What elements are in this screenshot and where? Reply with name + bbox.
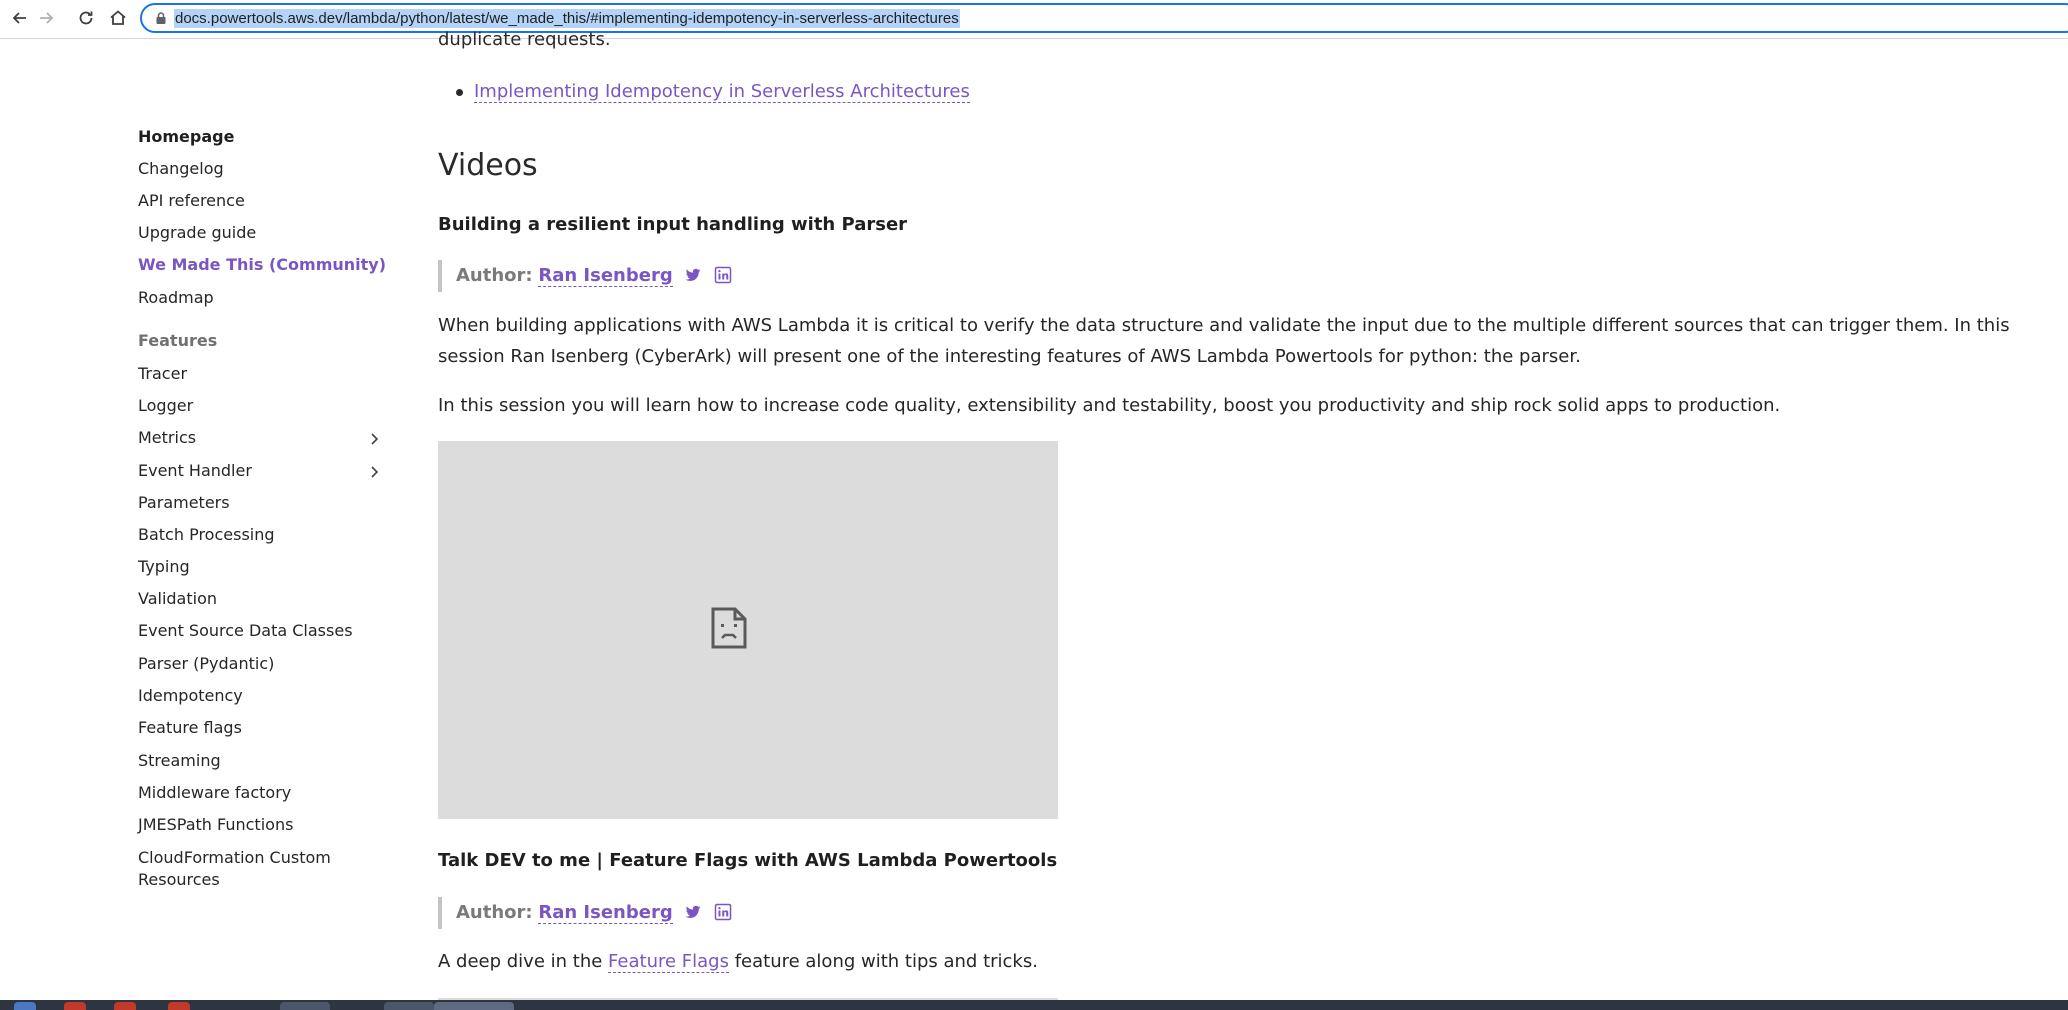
sidebar-item-batch-processing[interactable]: Batch Processing (138, 525, 275, 544)
list-item (474, 80, 970, 104)
taskbar-window[interactable] (280, 1002, 330, 1010)
sidebar-item-feature-flags[interactable]: Feature flags (138, 718, 242, 737)
os-taskbar (0, 1000, 2068, 1010)
arrow-right-icon (36, 8, 56, 28)
sidebar-item-api-reference[interactable]: API reference (138, 191, 245, 210)
author-link[interactable]: Ran Isenberg (538, 902, 673, 923)
feature-flags-link[interactable]: Feature Flags (608, 951, 729, 972)
taskbar-app-icon[interactable] (64, 1002, 86, 1010)
sidebar-item-streaming[interactable]: Streaming (138, 751, 221, 770)
sidebar-item-cloudformation-custom[interactable]: CloudFormation Custom (138, 848, 331, 867)
video2-desc-prefix: A deep dive in the (438, 951, 609, 972)
sidebar-item-typing[interactable]: Typing (138, 557, 190, 576)
videos-heading: Videos (438, 148, 538, 183)
video1-description: When building applications with AWS Lambda it is critical to verify the data structure and validate the input due to the multiple different sources that can trigger them. In this session Ran Isenberg (CyberArk) will present one of the interesting features of AWS Lambda Powertools for python: the parser. (438, 315, 2010, 367)
author-link[interactable]: Ran Isenberg (538, 265, 673, 286)
sidebar-item-metrics[interactable]: Metrics (138, 428, 197, 447)
taskbar-app-icon[interactable] (114, 1002, 136, 1010)
linkedin-icon[interactable] (714, 903, 732, 921)
sidebar-item-homepage[interactable]: Homepage (138, 127, 235, 146)
taskbar-app-icon[interactable] (168, 1002, 190, 1010)
home-button[interactable] (104, 4, 132, 32)
video-embed-placeholder[interactable] (438, 441, 1058, 819)
video1-session-text: In this session you will learn how to increase code quality, extensibility and testability, boost you productivity and ship rock solid apps to production. (438, 395, 1781, 416)
sidebar-item-upgrade-guide[interactable]: Upgrade guide (138, 223, 257, 242)
sidebar-section-features: Features (138, 331, 218, 350)
sidebar-item-logger[interactable]: Logger (138, 396, 194, 415)
sidebar-item-middleware-factory[interactable]: Middleware factory (138, 783, 292, 802)
forward-button[interactable] (32, 4, 60, 32)
sidebar-item-parser[interactable]: Parser (Pydantic) (138, 654, 275, 673)
sidebar-item-changelog[interactable]: Changelog (138, 159, 224, 178)
linkedin-icon[interactable] (714, 266, 732, 284)
sidebar-item-validation[interactable]: Validation (138, 589, 218, 608)
arrow-left-icon (10, 8, 30, 28)
video2-author-quote (438, 897, 732, 929)
reload-icon (76, 8, 96, 28)
sidebar-item-event-source-data-classes[interactable]: Event Source Data Classes (138, 621, 353, 640)
reload-button[interactable] (72, 4, 100, 32)
twitter-icon[interactable] (684, 266, 702, 284)
chevron-right-icon[interactable] (366, 431, 382, 447)
video2-desc-suffix: feature along with tips and tricks. (728, 951, 1038, 972)
sidebar-item-we-made-this[interactable]: We Made This (Community) (138, 255, 387, 274)
taskbar-app-icon[interactable] (14, 1002, 36, 1010)
video2-title: Talk DEV to me | Feature Flags with AWS Lambda Powertools (438, 850, 1058, 871)
browser-toolbar (0, 0, 2068, 39)
author-label: Author: (456, 265, 533, 286)
cut-off-text: duplicate requests. (438, 29, 611, 50)
sidebar-item-idempotency[interactable]: Idempotency (138, 686, 243, 705)
sidebar-item-event-handler[interactable]: Event Handler (138, 461, 252, 480)
idempotency-article-link[interactable]: Implementing Idempotency in Serverless Architectures (474, 81, 970, 102)
sidebar-item-cloudformation-resources[interactable]: Resources (138, 870, 220, 889)
sidebar-item-tracer[interactable]: Tracer (138, 364, 188, 383)
video2-description (438, 946, 2063, 977)
sidebar-item-parameters[interactable]: Parameters (138, 493, 230, 512)
address-bar[interactable] (140, 3, 2068, 33)
back-button[interactable] (6, 4, 34, 32)
chevron-right-icon[interactable] (366, 464, 382, 480)
lock-icon (154, 11, 168, 25)
sidebar-item-roadmap[interactable]: Roadmap (138, 288, 214, 307)
twitter-icon[interactable] (684, 903, 702, 921)
taskbar-window[interactable] (384, 1002, 434, 1010)
taskbar-window[interactable] (434, 1002, 514, 1010)
video1-author-quote (438, 260, 732, 292)
home-icon (108, 8, 128, 28)
sidebar-item-jmespath-functions[interactable]: JMESPath Functions (138, 815, 294, 834)
author-label: Author: (456, 902, 533, 923)
url-text[interactable]: docs.powertools.aws.dev/lambda/python/latest/we_made_this/#implementing-idempotency-in-serverless-architectures (175, 10, 959, 27)
broken-page-icon (710, 606, 748, 650)
video1-title: Building a resilient input handling with Parser (438, 214, 908, 235)
